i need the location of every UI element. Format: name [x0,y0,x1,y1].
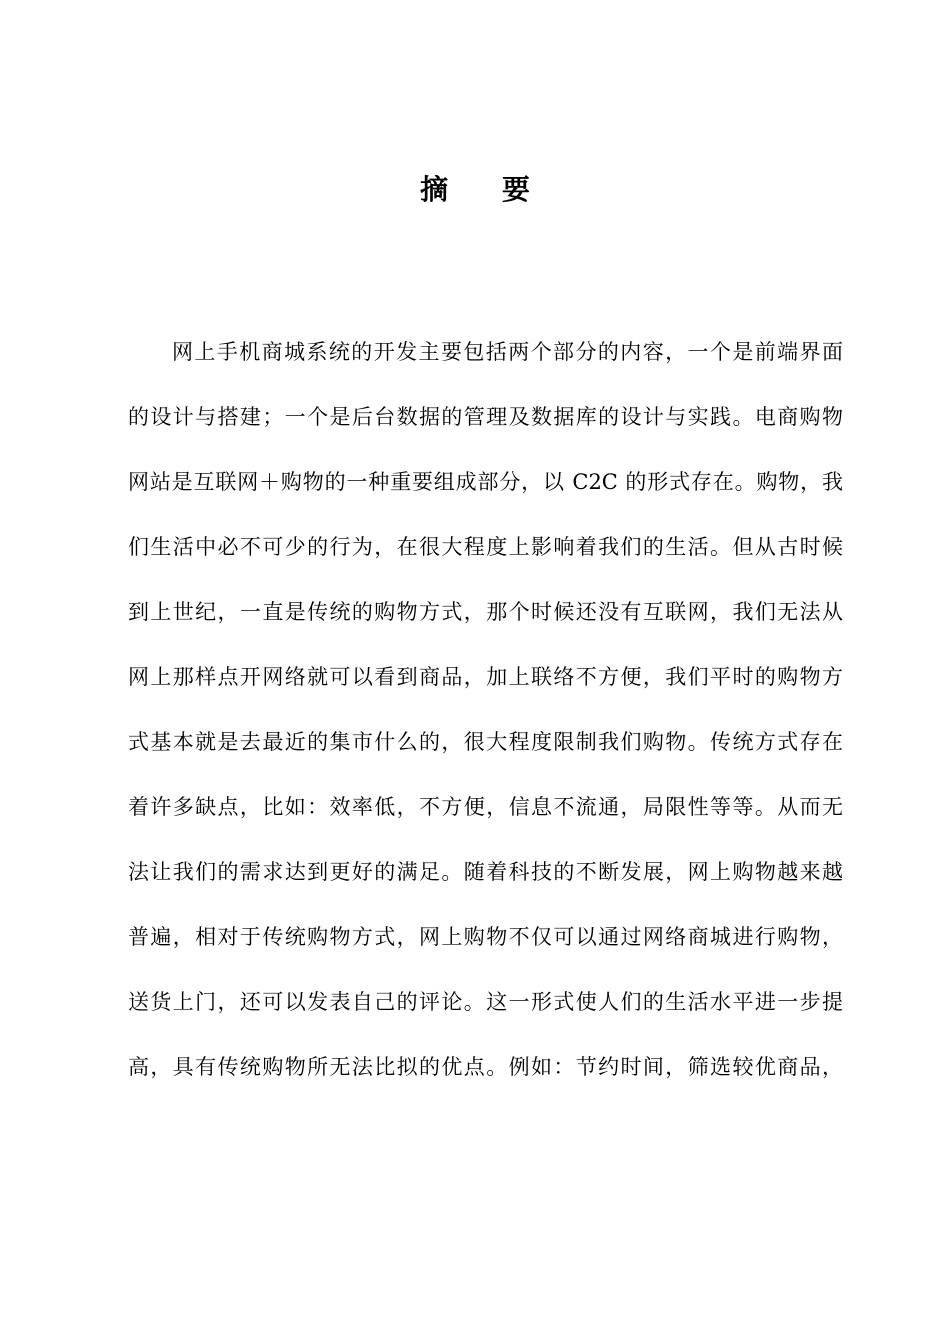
paragraph-line: 送货上门，还可以发表自己的评论。这一形式使人们的生活水平进一步提 [128,990,843,1014]
page-title: 摘 要 [420,173,552,206]
paragraph-line: 高，具有传统购物所无法比拟的优点。例如：节约时间，筛选较优商品， [128,1055,843,1079]
paragraph-line: 们生活中必不可少的行为，在很大程度上影响着我们的生活。但从古时候 [128,535,843,559]
paragraph-line: 网上那样点开网络就可以看到商品，加上联络不方便，我们平时的购物方 [128,665,843,689]
paragraph-line: 网站是互联网＋购物的一种重要组成部分，以 C2C 的形式存在。购物，我 [128,470,843,494]
paragraph-line: 网上手机商城系统的开发主要包括两个部分的内容，一个是前端界面 [172,340,843,364]
paragraph-line: 式基本就是去最近的集市什么的，很大程度限制我们购物。传统方式存在 [128,730,843,754]
paragraph-line: 普遍，相对于传统购物方式，网上购物不仅可以通过网络商城进行购物， [128,925,843,949]
paragraph-line: 着许多缺点，比如：效率低，不方便，信息不流通，局限性等等。从而无 [128,795,843,819]
paragraph-line: 的设计与搭建；一个是后台数据的管理及数据库的设计与实践。电商购物 [128,405,843,429]
abstract-body [128,320,843,1100]
paragraph-line: 法让我们的需求达到更好的满足。随着科技的不断发展，网上购物越来越 [128,860,843,884]
paragraph-line: 到上世纪，一直是传统的购物方式，那个时候还没有互联网，我们无法从 [128,600,843,624]
